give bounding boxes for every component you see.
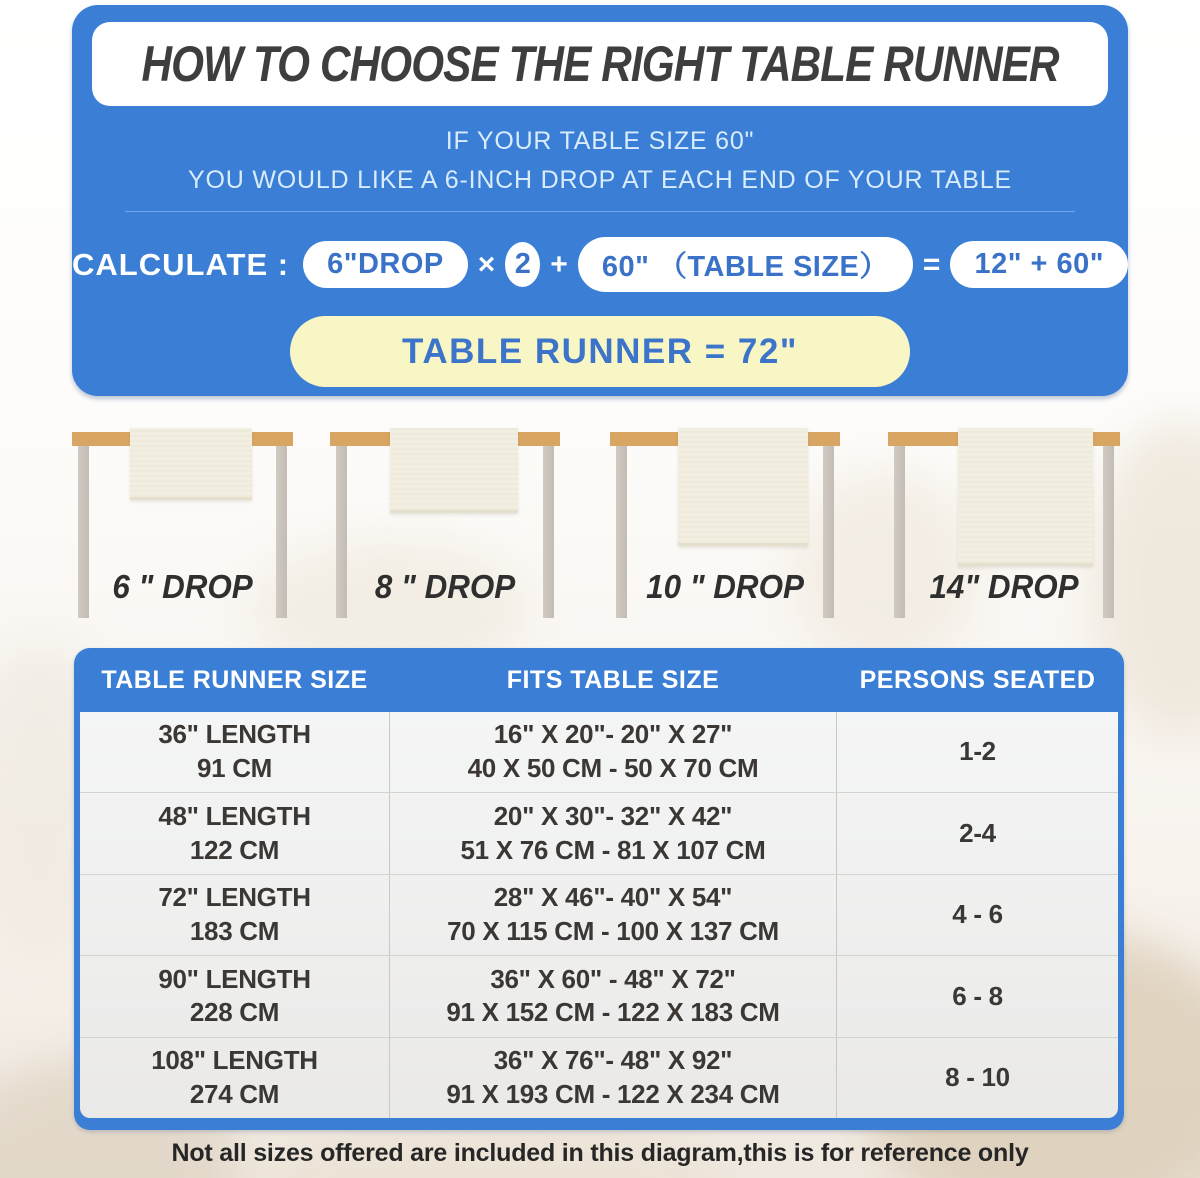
table-row <box>80 874 1118 955</box>
table-size-pill: 60" （TABLE SIZE） <box>578 237 913 292</box>
sum-pill: 12" + 60" <box>950 241 1128 288</box>
drop-label: 6 " DROP <box>112 568 253 605</box>
cell-runner-size <box>80 956 389 1036</box>
size-table-body <box>80 712 1118 1118</box>
drop-label: 10 " DROP <box>646 568 804 605</box>
size-table-header <box>80 648 1118 712</box>
persons-seated-value: 6 - 8 <box>952 980 1003 1011</box>
fits-size-cm: 91 X 152 CM - 122 X 183 CM <box>446 997 780 1028</box>
table-row <box>80 955 1118 1036</box>
table-figure <box>610 423 840 628</box>
cell-runner-size <box>80 1038 389 1118</box>
cell-persons <box>837 1038 1118 1118</box>
subtitle-line-2: YOU WOULD LIKE A 6-INCH DROP AT EACH END OF YOUR TABLE <box>188 166 1012 194</box>
runner-size-cm: 122 CM <box>189 834 280 865</box>
cell-runner-size <box>80 793 389 873</box>
calc-label: CALCULATE : <box>72 246 290 282</box>
footer-note: Not all sizes offered are included in this diagram,this is for reference only <box>171 1139 1029 1167</box>
fits-size-cm: 51 X 76 CM - 81 X 107 CM <box>460 834 766 865</box>
equals-operator: = <box>922 247 941 281</box>
runner-size-inches: 72" LENGTH <box>158 882 311 913</box>
cell-persons <box>837 712 1118 792</box>
header-panel <box>72 5 1128 396</box>
runner-size-cm: 183 CM <box>189 916 280 947</box>
fits-size-inches: 16" X 20"- 20" X 27" <box>493 719 733 750</box>
size-table-panel <box>74 648 1124 1130</box>
fits-size-cm: 70 X 115 CM - 100 X 137 CM <box>447 916 779 947</box>
cell-fits-size <box>389 793 837 873</box>
plus-operator: + <box>550 247 568 281</box>
drop-label: 8 " DROP <box>374 568 516 605</box>
cell-runner-size <box>80 712 389 792</box>
runner-result-pill: TABLE RUNNER = 72" <box>290 316 910 387</box>
header-cell-runner-size: TABLE RUNNER SIZE <box>101 665 368 694</box>
fits-size-inches: 28" X 46"- 40" X 54" <box>493 882 733 913</box>
runner-cloth <box>958 428 1093 566</box>
persons-seated-value: 8 - 10 <box>945 1061 1010 1092</box>
fits-size-inches: 36" X 60" - 48" X 72" <box>490 963 736 994</box>
table-row <box>80 1037 1118 1118</box>
runner-cloth <box>390 428 518 513</box>
fits-size-inches: 36" X 76"- 48" X 92" <box>493 1045 733 1076</box>
multiply-operator: × <box>477 247 496 281</box>
runner-cloth <box>130 428 252 500</box>
runner-size-cm: 91 CM <box>196 753 273 784</box>
table-row <box>80 792 1118 873</box>
header-divider <box>125 211 1075 212</box>
runner-size-inches: 36" LENGTH <box>158 719 311 750</box>
cell-fits-size <box>389 875 837 955</box>
page-title: HOW TO CHOOSE THE RIGHT TABLE RUNNER <box>141 36 1059 92</box>
runner-size-inches: 108" LENGTH <box>151 1045 318 1076</box>
cell-persons <box>837 956 1118 1036</box>
runner-size-inches: 90" LENGTH <box>158 963 311 994</box>
calc-row <box>72 237 1128 292</box>
table-figure <box>888 423 1120 628</box>
persons-seated-value: 4 - 6 <box>952 899 1003 930</box>
drop-label: 14" DROP <box>929 568 1079 605</box>
title-box <box>92 22 1108 106</box>
fits-size-cm: 91 X 193 CM - 122 X 234 CM <box>446 1078 780 1109</box>
runner-size-inches: 48" LENGTH <box>158 800 311 831</box>
cell-fits-size <box>389 712 837 792</box>
runner-size-cm: 274 CM <box>189 1078 280 1109</box>
fits-size-inches: 20" X 30"- 32" X 42" <box>493 800 733 831</box>
drop-diagrams <box>0 423 1200 635</box>
table-row <box>80 712 1118 792</box>
cell-fits-size <box>389 956 837 1036</box>
table-figure <box>330 423 560 628</box>
table-figure <box>72 423 293 628</box>
persons-seated-value: 2-4 <box>959 817 996 848</box>
runner-cloth <box>678 428 808 546</box>
cell-fits-size <box>389 1038 837 1118</box>
subtitle-line-1: IF YOUR TABLE SIZE 60" <box>445 127 755 155</box>
runner-size-cm: 228 CM <box>189 997 280 1028</box>
drop-value-pill: 6"DROP <box>303 241 468 288</box>
header-cell-fits-size: FITS TABLE SIZE <box>506 665 720 694</box>
cell-runner-size <box>80 875 389 955</box>
cell-persons <box>837 793 1118 873</box>
header-cell-persons: PERSONS SEATED <box>859 665 1096 694</box>
persons-seated-value: 1-2 <box>959 736 996 767</box>
cell-persons <box>837 875 1118 955</box>
fits-size-cm: 40 X 50 CM - 50 X 70 CM <box>467 753 759 784</box>
multiplier-circle: 2 <box>505 242 540 287</box>
